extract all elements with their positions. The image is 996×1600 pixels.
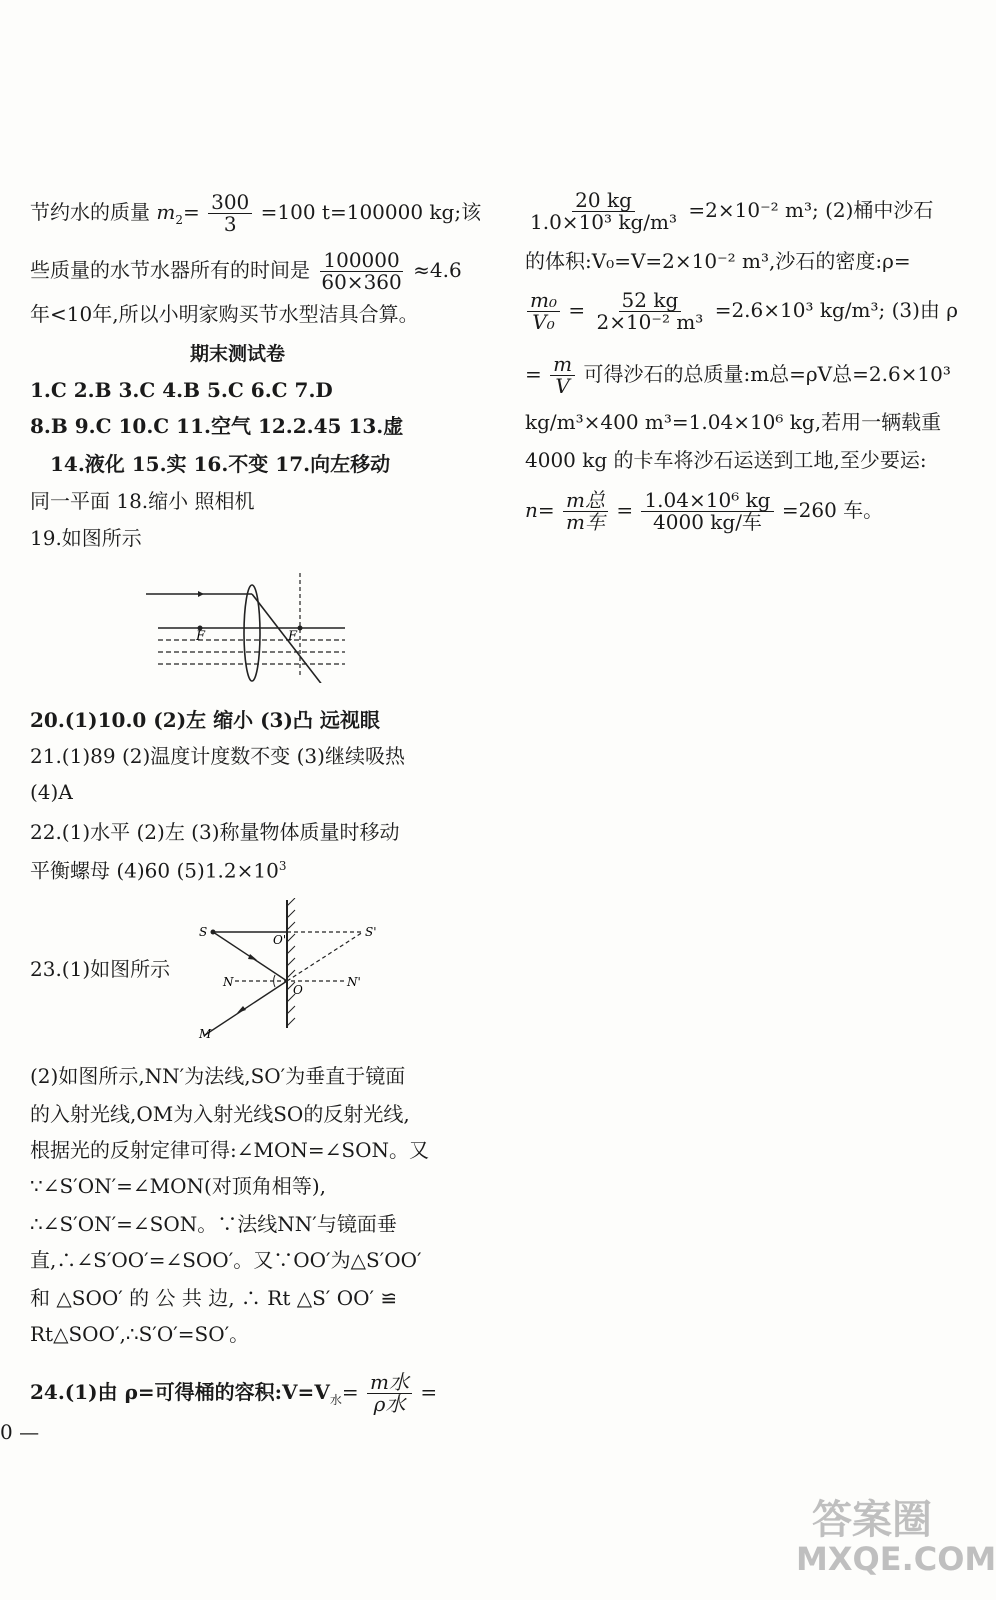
- numerator: m总: [563, 490, 608, 512]
- focal-label: F: [288, 629, 298, 644]
- fraction: [593, 290, 706, 333]
- text-line: 节约水的质量 $m_2=$ $\frac{300}{3}$ =100 t=100000 kg;该: [30, 190, 482, 236]
- point-label: S: [199, 925, 208, 939]
- fraction: [550, 354, 575, 397]
- fraction: [527, 190, 680, 233]
- text-span: =: [182, 200, 200, 224]
- section-title: 期末测试卷: [190, 343, 286, 365]
- watermark-url: MXQE.COM: [796, 1540, 996, 1578]
- point-label: S': [365, 925, 377, 939]
- text-span: 20.(1)10.0 (2)左 缩小 (3)凸 远视眼: [30, 708, 380, 732]
- answer-row: 1.C 2.B 3.C 4.B 5.C 6.C 7.D: [30, 378, 333, 402]
- fraction: [318, 250, 404, 293]
- text-line: ∵∠S′ON′=∠MON(对顶角相等),: [30, 1174, 327, 1198]
- denominator: 60×360: [321, 270, 402, 294]
- text-line: 根据光的反射定律可得:∠MON=∠SON。又: [30, 1138, 429, 1162]
- text-line: [30, 250, 462, 293]
- text-span: =: [568, 298, 586, 322]
- text-line: 和 △SOO′ 的 公 共 边, ∴ Rt △S′ OO′ ≌: [30, 1286, 398, 1310]
- answer-row: [30, 706, 380, 734]
- text-line: (2)如图所示,NN′为法线,SO′为垂直于镜面: [30, 1064, 406, 1088]
- fraction: [208, 192, 252, 235]
- text-span: 可得沙石的总质量:m总=ρV总=2.6×10³: [583, 362, 951, 386]
- numerator: 300: [208, 192, 252, 214]
- denominator: 4000 kg/车: [653, 510, 762, 534]
- point-label: N: [223, 975, 234, 989]
- denominator: 3: [223, 212, 237, 236]
- text-span: 些质量的水节水器所有的时间是: [30, 258, 310, 282]
- text-line: 的体积:V₀=V=2×10⁻² m³,沙石的密度:ρ=: [525, 249, 911, 273]
- subscript: 水: [329, 1393, 342, 1407]
- answer-row: 8.B 9.C 10.C 11.空气 12.2.45 13.虚: [30, 414, 404, 438]
- text-line: 年<10年,所以小明家购买节水型洁具合算。: [30, 302, 419, 326]
- text-span: =100 t=100000 kg;该: [260, 200, 482, 224]
- text-span: =: [525, 362, 542, 386]
- text-span: n=: [525, 498, 555, 522]
- fraction: [563, 490, 608, 533]
- denominator: m车: [566, 510, 605, 534]
- fraction: [367, 1372, 412, 1415]
- denominator: ρ水: [373, 1392, 406, 1416]
- numerator: m: [550, 354, 575, 376]
- text-line: Rt△SOO′,∴S′O′=SO′。: [30, 1322, 250, 1346]
- denominator: V: [555, 374, 570, 398]
- text-line: kg/m³×400 m³=1.04×10⁶ kg,若用一辆载重: [525, 410, 942, 434]
- text-line: [525, 354, 951, 397]
- page-number: 0 —: [0, 1420, 40, 1444]
- point-label: O': [273, 933, 287, 947]
- point-label: N': [347, 975, 361, 989]
- text-span: =: [420, 1380, 438, 1404]
- fraction: [641, 490, 773, 533]
- exponent: 3: [278, 859, 287, 873]
- point-label: O: [293, 983, 303, 997]
- answer-row: [30, 742, 405, 770]
- text-line: 4000 kg 的卡车将沙石运送到工地,至少要运:: [525, 448, 927, 472]
- mirror-diagram: [195, 898, 395, 1038]
- denominator: 1.0×10³ kg/m³: [530, 210, 678, 234]
- text-span: 节约水的质量: [30, 200, 150, 224]
- answer-row: 19.如图所示: [30, 526, 142, 550]
- text-line: 直,∴∠S′OO′=∠SOO′。又∵OO′为△S′OO′: [30, 1248, 422, 1272]
- answer-row: 22.(1)水平 (2)左 (3)称量物体质量时移动: [30, 820, 400, 844]
- focal-label: F: [196, 629, 206, 644]
- answer-row: 23.(1)如图所示: [30, 957, 171, 981]
- watermark-logo: 答案圈: [812, 1497, 932, 1543]
- numerator: m₀: [527, 290, 560, 312]
- numerator: 1.04×10⁶ kg: [641, 490, 773, 512]
- text-span: 平衡螺母 (4)60 (5)1.2×10: [30, 858, 279, 883]
- lens-diagram: [140, 568, 350, 683]
- text-line: 的入射光线,OM为入射光线SO的反射光线,: [30, 1102, 410, 1126]
- fraction: [527, 290, 560, 333]
- text-span: 21.(1)89 (2)温度计度数不变 (3)继续吸热: [30, 744, 405, 768]
- denominator: V₀: [532, 310, 555, 334]
- text-line: [525, 290, 958, 333]
- text-line: [30, 1372, 437, 1415]
- numerator: 20 kg: [572, 190, 635, 212]
- denominator: 2×10⁻² m³: [596, 310, 704, 334]
- numerator: m水: [367, 1372, 412, 1394]
- text-span: =260 车。: [781, 498, 884, 522]
- text-span: 24.(1)由 ρ=可得桶的容积:V=V: [30, 1380, 330, 1404]
- text-line: [525, 190, 933, 233]
- answer-row: 同一平面 18.缩小 照相机: [30, 489, 255, 513]
- numerator: 52 kg: [619, 290, 682, 312]
- answer-row: (4)A: [30, 780, 73, 804]
- text-span: =: [616, 498, 634, 522]
- numerator: 100000: [320, 250, 402, 272]
- text-line: ∴∠S′ON′=∠SON。∵法线NN′与镜面垂: [30, 1212, 397, 1236]
- text-span: =2×10⁻² m³; (2)桶中沙石: [688, 198, 934, 222]
- text-span: ≈4.6: [413, 258, 462, 282]
- text-span: =2.6×10³ kg/m³; (3)由 ρ: [714, 298, 959, 322]
- text-line: [525, 490, 883, 533]
- text-span: =: [341, 1380, 359, 1404]
- answer-row: 14.液化 15.实 16.不变 17.向左移动: [50, 452, 391, 476]
- point-label: M: [199, 1027, 212, 1038]
- answer-row: [30, 852, 286, 885]
